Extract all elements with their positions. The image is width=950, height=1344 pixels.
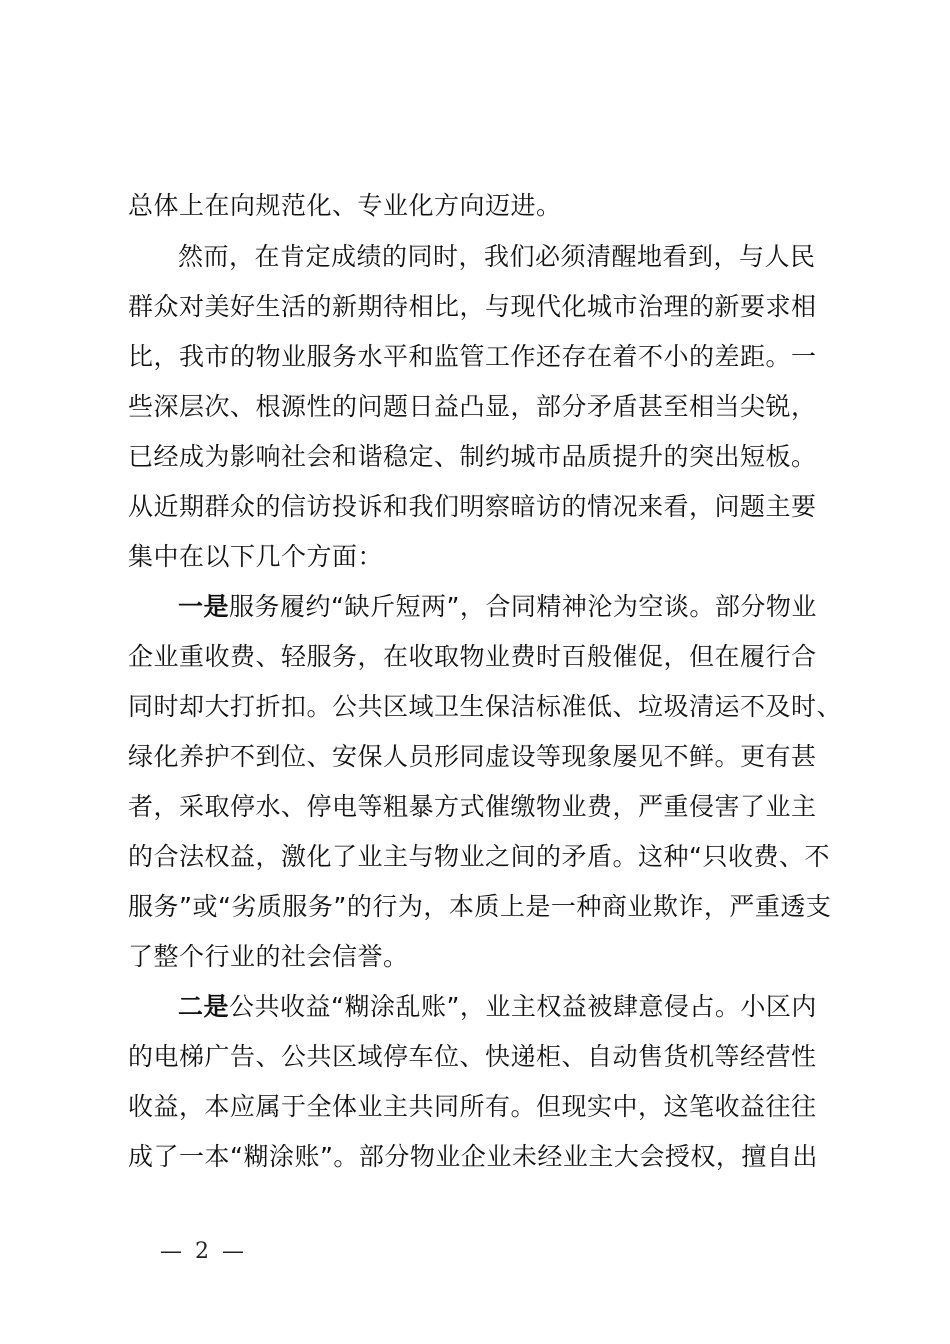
point-lead: 二是: [178, 992, 230, 1021]
text-line: 的合法权益，激化了业主与物业之间的矛盾。这种“只收费、不: [128, 842, 830, 871]
text-line: 服务”或“劣质服务”的行为，本质上是一种商业欺诈，严重透支: [128, 892, 832, 921]
text-line: 集中在以下几个方面：: [128, 542, 384, 571]
page-number: — 2 —: [160, 1239, 247, 1264]
text-line: 比，我市的物业服务水平和监管工作还存在着不小的差距。一: [128, 342, 817, 371]
text-line: 了整个行业的社会信誉。: [128, 942, 409, 971]
text-line: 同时却大打折扣。公共区域卫生保洁标准低、垃圾清运不及时、: [128, 692, 843, 721]
point-lead: 一是: [178, 592, 230, 621]
text-line: 些深层次、根源性的问题日益凸显，部分矛盾甚至相当尖锐，: [128, 392, 817, 421]
text-line: [178, 582, 848, 632]
text-line: 成了一本“糊涂账”。部分物业企业未经业主大会授权，擅自出: [128, 1142, 818, 1171]
text-line: 企业重收费、轻服务，在收取物业费时百般催促，但在履行合: [128, 642, 817, 671]
line-text: 服务履约“缺斤短两”，合同精神沦为空谈。部分物业: [229, 592, 817, 621]
text-line: 总体上在向规范化、专业化方向迈进。: [128, 191, 562, 220]
text-line: 收益，本应属于全体业主共同所有。但现实中，这笔收益往往: [128, 1092, 817, 1121]
text-line: 绿化养护不到位、安保人员形同虚设等现象屡见不鲜。更有甚: [128, 742, 817, 771]
text-line: 的电梯广告、公共区域停车位、快递柜、自动售货机等经营性: [128, 1042, 817, 1071]
text-line: [178, 982, 848, 1032]
text-line: 者，采取停水、停电等粗暴方式催缴物业费，严重侵害了业主: [128, 792, 817, 821]
text-line: 从近期群众的信访投诉和我们明察暗访的情况来看，问题主要: [128, 492, 817, 521]
text-line: 已经成为影响社会和谐稳定、制约城市品质提升的突出短板。: [128, 442, 817, 471]
line-text: 公共收益“糊涂乱账”，业主权益被肆意侵占。小区内: [229, 992, 817, 1021]
text-line: 然而，在肯定成绩的同时，我们必须清醒地看到，与人民: [178, 242, 816, 271]
text-line: 群众对美好生活的新期待相比，与现代化城市治理的新要求相: [128, 292, 817, 321]
